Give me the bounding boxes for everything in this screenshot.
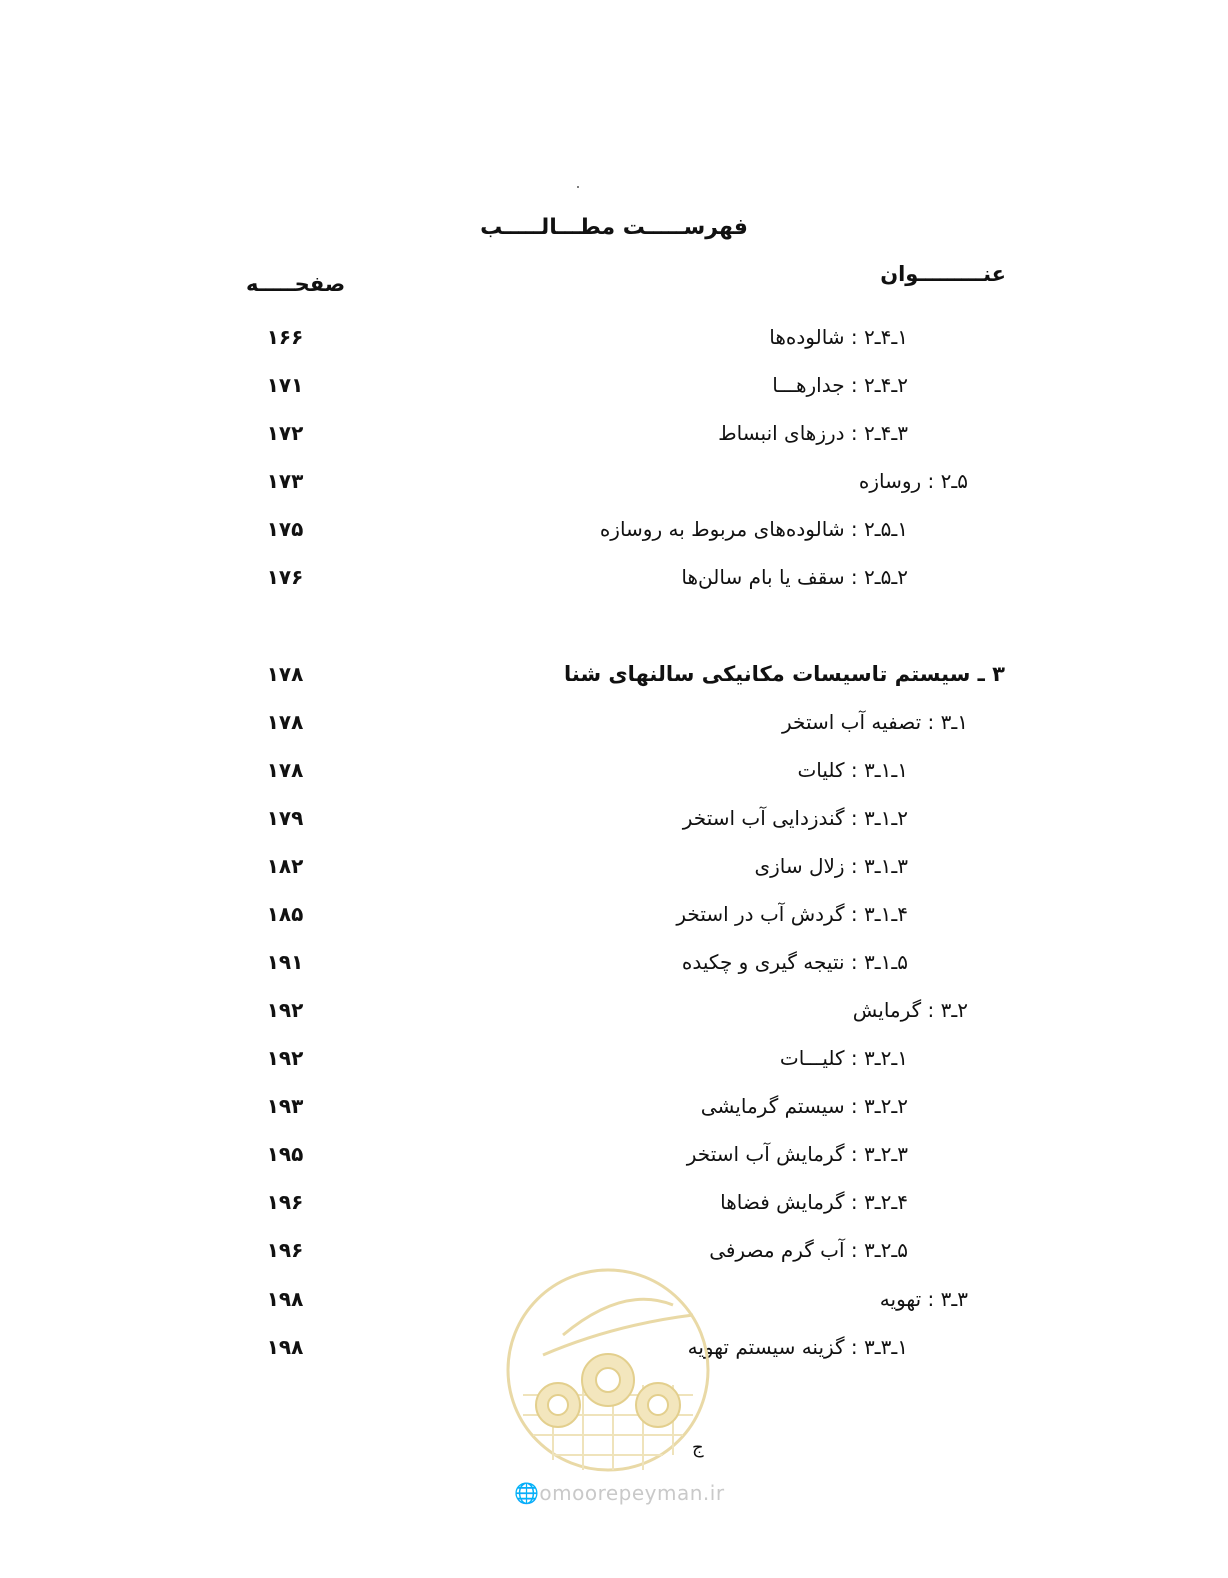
toc-entry-page: ۱۶۶: [266, 325, 304, 349]
toc-entry-page: ۱۷۸: [266, 662, 304, 686]
toc-entry-page: ۱۹۵: [266, 1142, 304, 1166]
toc-entry-page: ۱۷۶: [266, 565, 304, 589]
page-title: فهرســـــت مطـــالـــــب: [480, 215, 748, 240]
toc-entry-page: ۱۹۲: [266, 998, 304, 1022]
toc-entry-title: ۴ـ۱ـ۳ : گردش آب در استخر: [676, 902, 908, 926]
toc-row: [0, 846, 1228, 886]
toc-entry-page: ۱۹۱: [266, 950, 304, 974]
toc-entry-title: ۳ـ۱ـ۳ : زلال سازی: [754, 854, 908, 878]
toc-row: [0, 509, 1228, 549]
toc-entry-page: ۱۹۶: [266, 1190, 304, 1214]
toc-row: [0, 557, 1228, 597]
watermark-url-text: omoorepeyman.ir: [539, 1481, 725, 1505]
toc-row: [0, 317, 1228, 357]
toc-entry-title: ۲ـ۵ـ۲ : سقف یا بام سالن‌ها: [681, 565, 908, 589]
toc-entry-title: ۱ـ۵ـ۲ : شالوده‌های مربوط به روسازه: [599, 517, 908, 541]
watermark-logo: [503, 1265, 713, 1475]
toc-entry-page: ۱۸۲: [266, 854, 304, 878]
toc-chapter-title: ۳ ـ سیستم تاسیسات مکانیکی سالنهای شنا: [564, 662, 1005, 686]
toc-entry-title: ۲ـ۳ : گرمایش: [852, 998, 968, 1022]
toc-row: [0, 894, 1228, 934]
toc-row: [0, 461, 1228, 501]
toc-row: [0, 1038, 1228, 1078]
watermark-url: [514, 1481, 725, 1505]
toc-entry-page: ۱۷۹: [266, 806, 304, 830]
speck: [577, 186, 579, 188]
toc-entry-title: ۵ـ۱ـ۳ : نتیجه گیری و چکیده: [681, 950, 908, 974]
toc-row: [0, 750, 1228, 790]
toc-entry-title: ۳ـ۴ـ۲ : درزهای انبساط: [718, 421, 908, 445]
toc-row: [0, 365, 1228, 405]
toc-row: [0, 1134, 1228, 1174]
toc-entry-title: ۱ـ۳ : تصفیه آب استخر: [782, 710, 968, 734]
toc-entry-title: ۲ـ۱ـ۳ : گندزدایی آب استخر: [682, 806, 908, 830]
toc-entry-page: ۱۷۱: [266, 373, 304, 397]
toc-entry-title: ۲ـ۴ـ۲ : جدارهـــا: [772, 373, 908, 397]
toc-entry-page: ۱۷۸: [266, 710, 304, 734]
toc-row: [0, 798, 1228, 838]
toc-entry-page: ۱۸۵: [266, 902, 304, 926]
toc-row: [0, 990, 1228, 1030]
toc-entry-title: ۳ـ۳ : تهویه: [879, 1287, 968, 1311]
column-header-page: صفحـــــه: [246, 272, 346, 296]
toc-row: [0, 1086, 1228, 1126]
toc-entry-title: ۱ـ۲ـ۳ : کلیـــات: [779, 1046, 908, 1070]
toc-entry-title: ۲ـ۲ـ۳ : سیستم گرمایشی: [700, 1094, 908, 1118]
toc-entry-page: ۱۷۲: [266, 421, 304, 445]
toc-row: [0, 942, 1228, 982]
toc-entry-title: ۱ـ۳ـ۳ : گزینه سیستم تهویه: [687, 1335, 908, 1359]
toc-row: [0, 413, 1228, 453]
toc-entry-title: ۴ـ۲ـ۳ : گرمایش فضاها: [720, 1190, 908, 1214]
toc-row: [0, 1182, 1228, 1222]
toc-entry-title: ۳ـ۲ـ۳ : گرمایش آب استخر: [686, 1142, 908, 1166]
toc-entry-page: ۱۷۵: [266, 517, 304, 541]
toc-chapter-row: [0, 654, 1228, 694]
toc-entry-title: ۱ـ۴ـ۲ : شالوده‌ها: [769, 325, 908, 349]
column-header-title: عنـــــــــوان: [880, 262, 1006, 286]
toc-entry-page: ۱۹۶: [266, 1238, 304, 1262]
globe-icon: 🌐: [514, 1481, 540, 1505]
toc-entry-page: ۱۹۲: [266, 1046, 304, 1070]
page-number: ج: [692, 1437, 704, 1458]
toc-row: [0, 702, 1228, 742]
toc-entry-page: ۱۹۳: [266, 1094, 304, 1118]
toc-entry-page: ۱۷۳: [266, 469, 304, 493]
toc-entry-page: ۱۹۸: [266, 1335, 304, 1359]
toc-entry-title: ۱ـ۱ـ۳ : کلیات: [797, 758, 908, 782]
toc-row: [0, 1230, 1228, 1270]
toc-entry-page: ۱۹۸: [266, 1287, 304, 1311]
toc-entry-page: ۱۷۸: [266, 758, 304, 782]
toc-entry-title: ۵ـ۲ـ۳ : آب گرم مصرفی: [709, 1238, 908, 1262]
toc-entry-title: ۵ـ۲ : روسازه: [858, 469, 968, 493]
